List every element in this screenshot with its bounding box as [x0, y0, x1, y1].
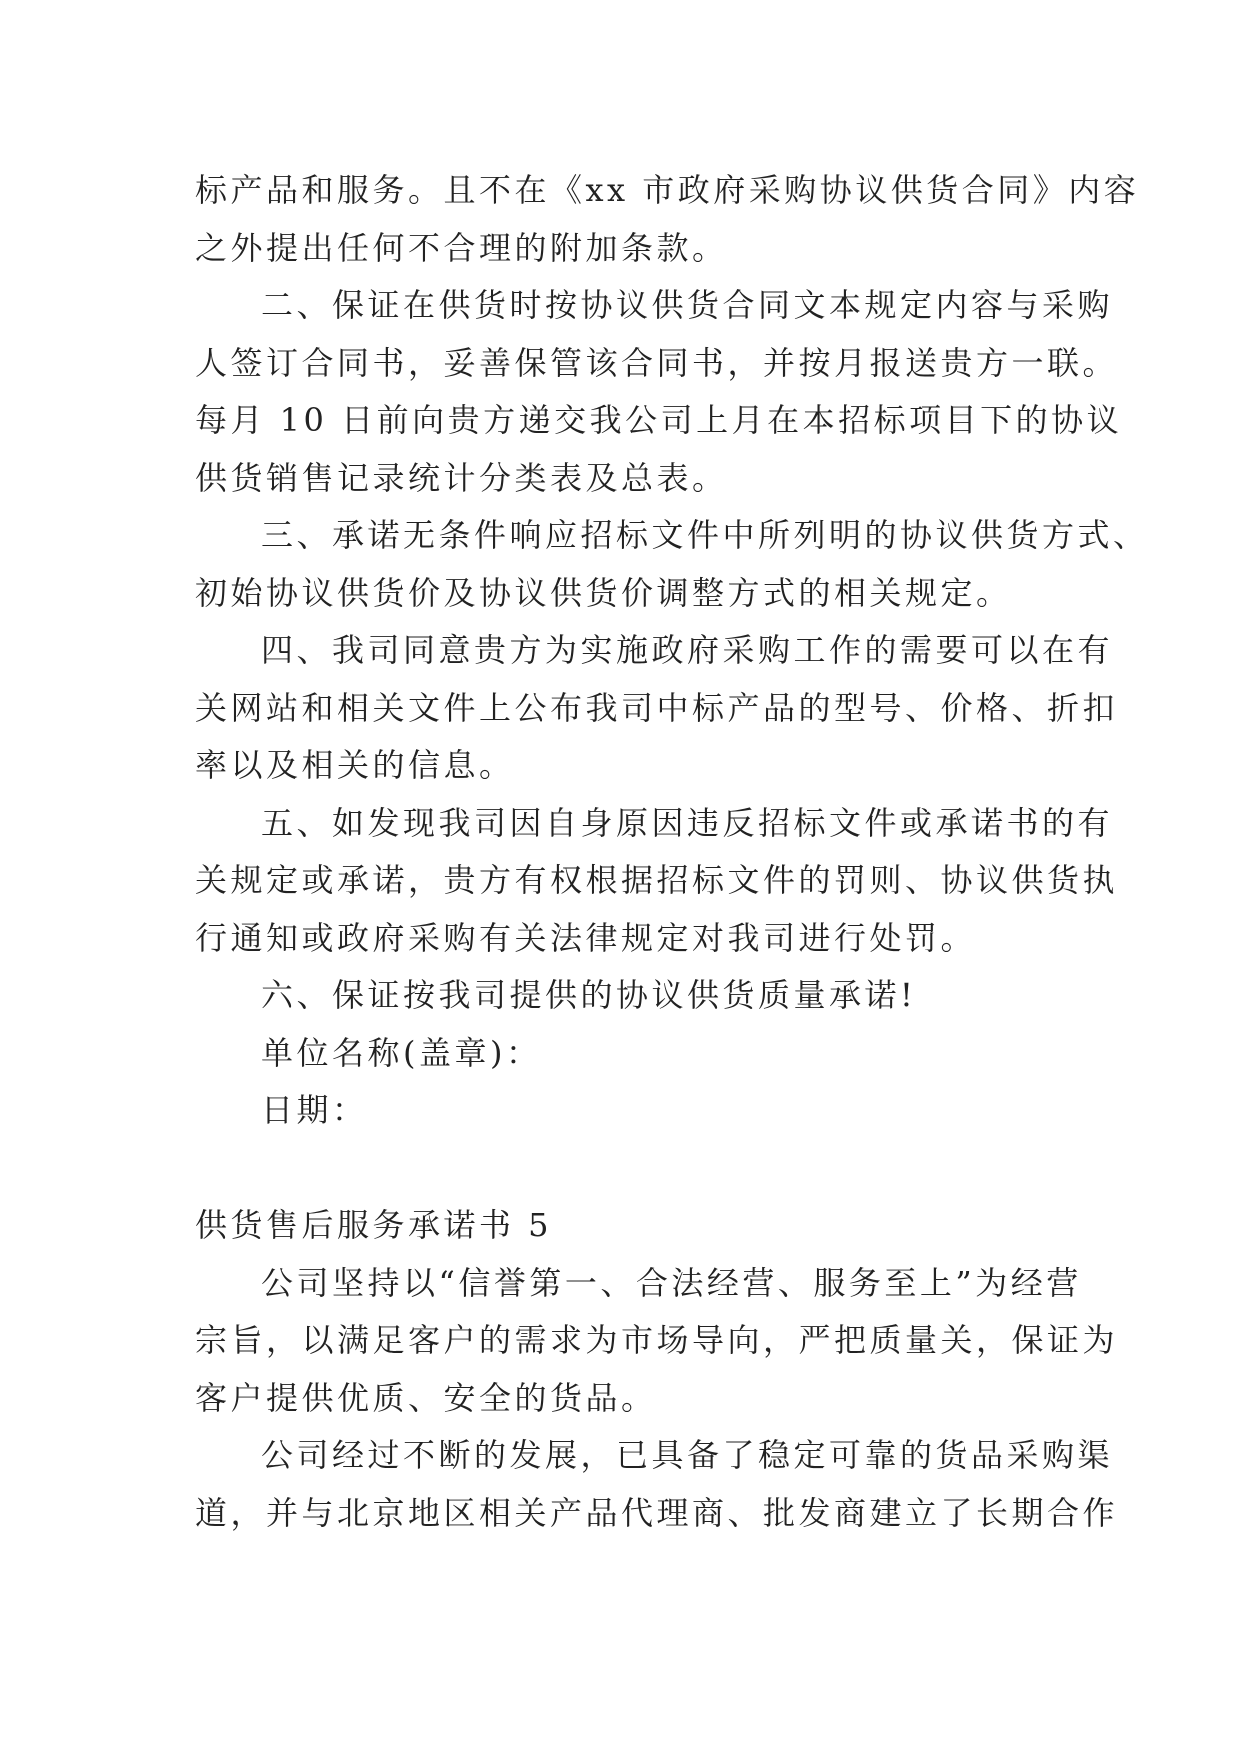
- document-body: [195, 162, 1149, 1542]
- paragraph-5-start: 五、如发现我司因自身原因违反招标文件或承诺书的有: [261, 803, 1114, 842]
- paragraph-start: 公司坚持以“信誉第一、合法经营、服务至上”为经营: [261, 1263, 1082, 1302]
- section-spacer: [195, 1140, 1065, 1198]
- paragraph-6: 六、保证按我司提供的协议供货质量承诺!: [261, 976, 917, 1014]
- text-line: 之外提出任何不合理的附加条款。: [195, 228, 728, 267]
- text-line: 宗旨，以满足客户的需求为市场导向，严把质量关，保证为: [195, 1321, 1119, 1359]
- section-title: 供货售后服务承诺书 5: [195, 1206, 553, 1244]
- text-line: 人签订合同书，妥善保管该合同书，并按月报送贵方一联。: [195, 343, 1119, 382]
- text-line: 每月 10 日前向贵方递交我公司上月在本招标项目下的协议: [195, 401, 1123, 439]
- text-line: 关网站和相关文件上公布我司中标产品的型号、价格、折扣: [195, 688, 1119, 727]
- paragraph-3-start: 三、承诺无条件响应招标文件中所列明的协议供货方式、: [261, 516, 1149, 554]
- company-name-seal-field: 单位名称(盖章)：: [261, 1033, 542, 1072]
- text-line: 初始协议供货价及协议供货价调整方式的相关规定。: [195, 573, 1012, 612]
- text-line: 道，并与北京地区相关产品代理商、批发商建立了长期合作: [195, 1493, 1119, 1532]
- text-line: 标产品和服务。且不在《xx 市政府采购协议供货合同》内容: [195, 171, 1140, 209]
- text-line: 供货销售记录统计分类表及总表。: [195, 458, 728, 497]
- paragraph-4-start: 四、我司同意贵方为实施政府采购工作的需要可以在有: [261, 631, 1114, 669]
- paragraph-start: 公司经过不断的发展，已具备了稳定可靠的货品采购渠: [261, 1436, 1114, 1474]
- text-line: 率以及相关的信息。: [195, 746, 515, 784]
- date-field: 日期：: [261, 1091, 368, 1129]
- text-line: 行通知或政府采购有关法律规定对我司进行处罚。: [195, 918, 977, 957]
- text-line: 关规定或承诺，贵方有权根据招标文件的罚则、协议供货执: [195, 861, 1119, 899]
- paragraph-2-start: 二、保证在供货时按协议供货合同文本规定内容与采购: [261, 286, 1114, 324]
- text-line: 客户提供优质、安全的货品。: [195, 1378, 657, 1417]
